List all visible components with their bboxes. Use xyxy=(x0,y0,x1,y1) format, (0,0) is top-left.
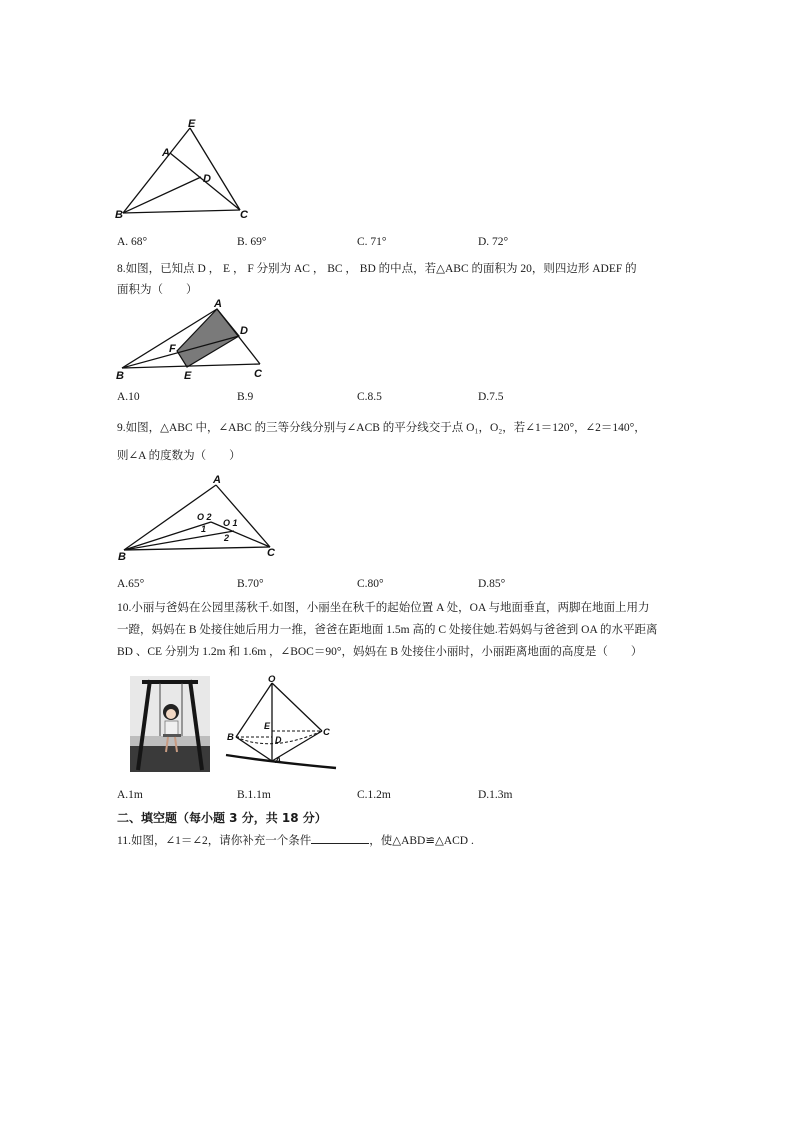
q8-label-C: C xyxy=(254,368,262,380)
q7-label-A: A xyxy=(162,147,170,159)
q8-stem-line1: 8.如图，已知点 D ， E ， F 分别为 AC ， BC ， BD 的中点，若△ABC 的面积为 20，则四边形 ADEF 的 xyxy=(117,263,637,275)
q7-option-b[interactable]: B. 69° xyxy=(237,236,267,248)
q9-option-a[interactable]: A.65° xyxy=(117,578,145,590)
q10-option-d[interactable]: D.1.3m xyxy=(478,789,513,801)
section-2-title: 二、填空题（每小题 3 分，共 18 分） xyxy=(117,811,327,825)
q8-option-c[interactable]: C.8.5 xyxy=(357,391,382,403)
q9-segment-BC xyxy=(124,547,270,550)
q9-angle-label-1: 1 xyxy=(201,524,207,534)
q9-label-C: C xyxy=(267,547,275,559)
q10-label-D: D xyxy=(275,735,282,745)
q10-stem-line2: 一蹬，妈妈在 B 处接住她后用力一推，爸爸在距地面 1.5m 高的 C 处接住她.若妈妈与爸爸到 OA 的水平距离 xyxy=(117,624,658,636)
q10-option-c[interactable]: C.1.2m xyxy=(357,789,391,801)
q10-label-A: A xyxy=(275,755,282,765)
q8-figure xyxy=(112,298,272,386)
q10-figure xyxy=(222,673,340,773)
q7-option-d[interactable]: D. 72° xyxy=(478,236,509,248)
q11-answer-blank[interactable] xyxy=(311,833,369,844)
q9-label-O2: O 2 xyxy=(197,512,212,522)
q8-option-d[interactable]: D.7.5 xyxy=(478,391,504,403)
q9-label-O1: O 1 xyxy=(223,518,238,528)
q9-figure xyxy=(112,474,287,566)
q10-label-B: B xyxy=(227,732,234,743)
q10-option-b[interactable]: B.1.1m xyxy=(237,789,271,801)
q8-option-a[interactable]: A.10 xyxy=(117,391,140,403)
q9-stem-line1: 9.如图，△ABC 中，∠ABC 的三等分线分别与∠ACB 的平分线交于点 O₁，O₂，若∠1＝120°，∠2＝140°， xyxy=(117,422,646,434)
q10-option-a[interactable]: A.1m xyxy=(117,789,143,801)
q9-bisector-CO2 xyxy=(211,522,270,547)
q7-segment-EC xyxy=(190,128,240,210)
q9-label-A: A xyxy=(213,474,221,486)
q9-trisector-BO1 xyxy=(124,531,234,550)
q8-label-A: A xyxy=(214,298,222,310)
q11-stem xyxy=(117,832,474,848)
q8-stem-line2: 面积为（ ） xyxy=(117,284,198,296)
q10-label-O: O xyxy=(268,674,276,685)
q7-figure xyxy=(110,118,260,226)
q8-segment-BD xyxy=(122,336,239,368)
q7-option-a[interactable]: A. 68° xyxy=(117,236,148,248)
q7-segment-EB xyxy=(123,128,190,213)
q8-label-D: D xyxy=(240,325,248,337)
q10-label-C: C xyxy=(323,727,330,738)
q8-option-b[interactable]: B.9 xyxy=(237,391,254,403)
swing-photo xyxy=(130,676,210,772)
q7-label-B: B xyxy=(115,209,123,221)
q9-label-B: B xyxy=(118,551,126,563)
q10-stem-line3: BD 、CE 分别为 1.2m 和 1.6m ，∠BOC＝90°，妈妈在 B 处接住小丽时，小丽距离地面的高度是（ ） xyxy=(117,646,643,658)
q11-stem-prefix: 11.如图，∠1＝∠2，请你补充一个条件 xyxy=(117,835,312,847)
q9-stem-line2: 则∠A 的度数为（ ） xyxy=(117,450,241,462)
q8-label-B: B xyxy=(116,370,124,382)
q10-stem-line1: 10.小丽与爸妈在公园里荡秋千.如图，小丽坐在秋千的起始位置 A 处，OA 与地面垂直，两脚在地面上用力 xyxy=(117,602,650,614)
q9-option-b[interactable]: B.70° xyxy=(237,578,264,590)
q9-option-c[interactable]: C.80° xyxy=(357,578,384,590)
q7-option-c[interactable]: C. 71° xyxy=(357,236,387,248)
q8-label-F: F xyxy=(169,343,176,355)
q9-option-d[interactable]: D.85° xyxy=(478,578,506,590)
q8-label-E: E xyxy=(184,370,192,382)
q10-segment-OC xyxy=(272,683,322,731)
q7-segment-BC xyxy=(123,210,240,213)
q9-angle-label-2: 2 xyxy=(224,533,230,543)
q11-stem-suffix: ，使△ABD≌△ACD . xyxy=(369,835,474,847)
q10-label-E: E xyxy=(264,721,271,731)
q7-label-D: D xyxy=(203,173,211,185)
q7-label-C: C xyxy=(240,209,248,221)
q7-segment-BD xyxy=(123,177,201,213)
q7-label-E: E xyxy=(188,118,196,130)
q9-trisector-BO2 xyxy=(124,522,211,550)
